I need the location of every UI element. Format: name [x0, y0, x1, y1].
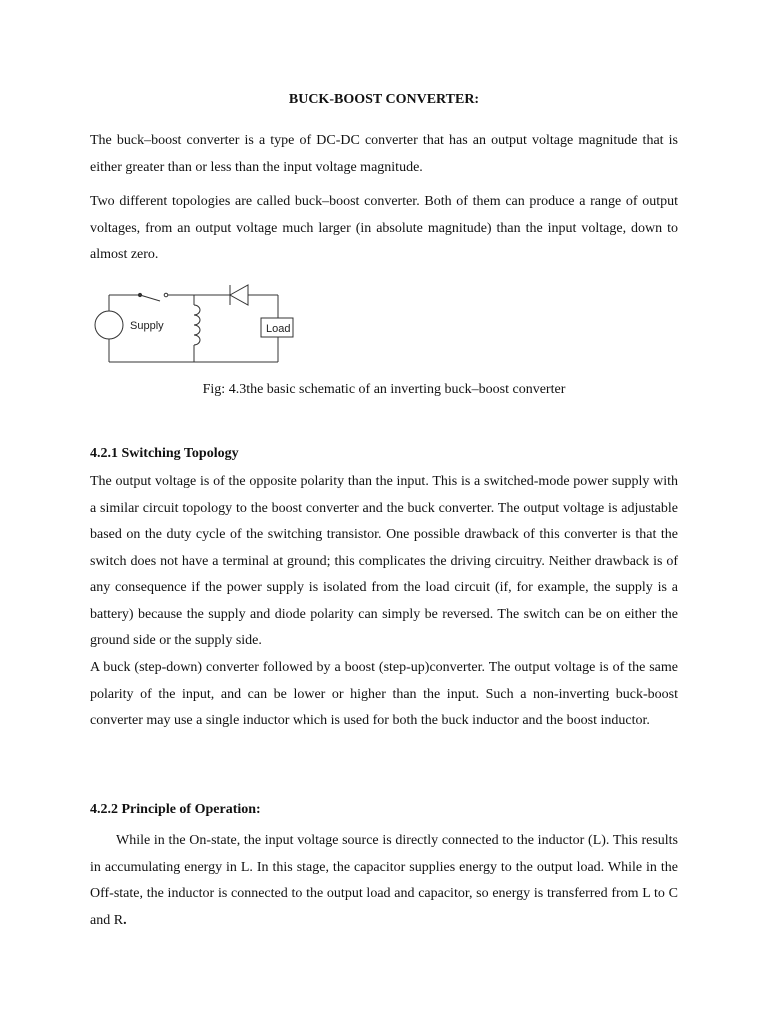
page-title: BUCK-BOOST CONVERTER: [288, 92, 480, 107]
section-421-paragraph-1: The output voltage is of the opposite polarity than the input. This is a switched-mode power supply with a similar circuit topology to the boost converter and the buck converter. The output voltage is adjustable based on the duty cycle of the switching transistor. One possible drawback of this converter is that the switch does not have a terminal at ground; this complicates the driving circuitry. Neither drawback is of any consequence if the power supply is isolated from the load circuit (if, for example, the supply is a battery) because the supply and diode polarity can simply be reversed. The switch can be on either the ground side or the supply side. [90, 474, 678, 648]
section-421-paragraph-2: A buck (step-down) converter followed by a boost (step-up)converter. The output voltage is of the same polarity of the input, and can be lower or higher than the input. Such a non-inverting buck-boost converter may use a single inductor which is used for both the buck inductor and the boost inductor. [90, 660, 678, 728]
section-422-paragraph-1 [90, 828, 678, 934]
intro-paragraph: The buck–boost converter is a type of DC-DC converter that has an output voltage magnitude that is either greater than or less than the input voltage magnitude. [90, 133, 678, 175]
diode-icon [230, 285, 248, 305]
section-422-heading: 4.2.2 Principle of Operation: [90, 802, 261, 817]
section-421-heading: 4.2.1 Switching Topology [90, 446, 239, 461]
section-422-paragraph-1-end: . [123, 912, 127, 928]
load-label: Load [266, 323, 291, 335]
inductor-icon [194, 295, 200, 362]
buck-boost-schematic [92, 283, 297, 363]
supply-label: Supply [130, 320, 164, 332]
supply-source-icon [95, 311, 123, 339]
topologies-paragraph: Two different topologies are called buck–boost converter. Both of them can produce a range of output voltages, from an output voltage much larger (in absolute magnitude) than the input voltage, down to almost zero. [90, 194, 678, 262]
section-422-paragraph-1-text: While in the On-state, the input voltage source is directly connected to the inductor (L). This results in accumulating energy in L. In this stage, the capacitor supplies energy to the output load. While in the Off-state, the inductor is connected to the output load and capacitor, so energy is transferred from L to C and R [90, 833, 678, 928]
figure-caption: Fig: 4.3the basic schematic of an inverting buck–boost converter [202, 382, 566, 397]
